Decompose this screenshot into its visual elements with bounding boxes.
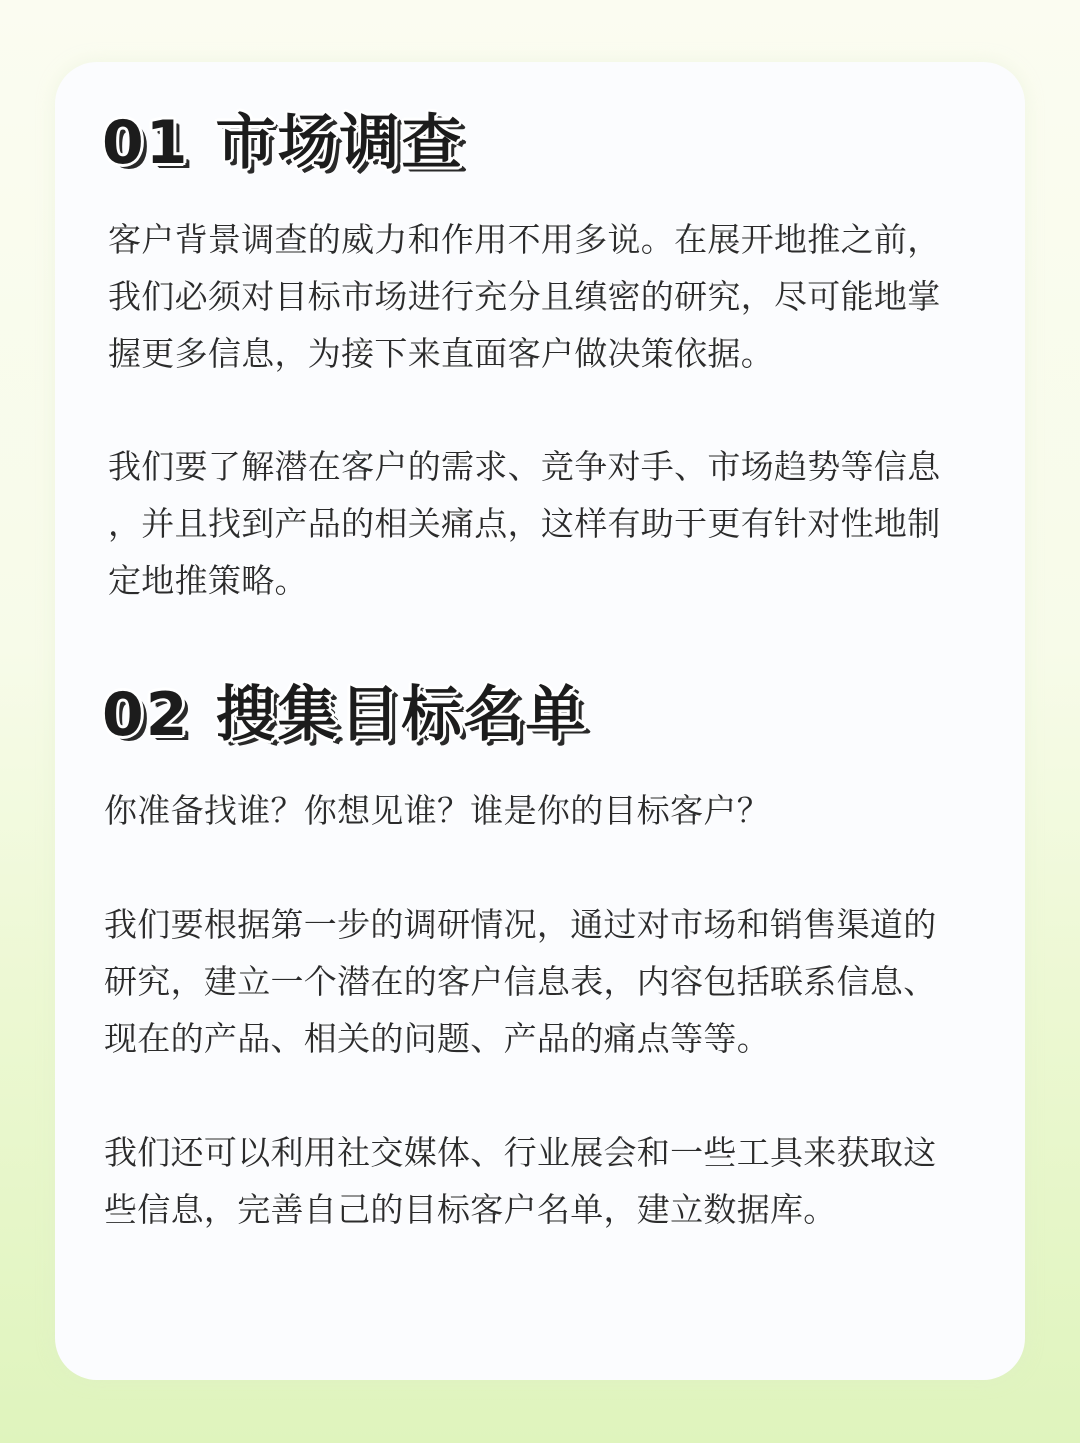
paragraph-line: 客户背景调查的威力和作用不用多说。在展开地推之前， (108, 220, 941, 259)
section-2-paragraph-1 (104, 782, 984, 839)
paragraph-line: 些信息，完善自己的目标客户名单，建立数据库。 (104, 1190, 837, 1229)
section-1-title: 市场调查 (215, 108, 464, 178)
section-2-number: 02 (102, 680, 190, 750)
paragraph-line: 现在的产品、相关的问题、产品的痛点等等。 (104, 1019, 770, 1058)
section-1-number: 01 (102, 108, 190, 178)
section-1-paragraph-1 (108, 211, 988, 382)
section-2-paragraph-3 (104, 1124, 984, 1238)
paragraph-line: 你准备找谁？你想见谁？谁是你的目标客户？ (104, 791, 770, 830)
section-1-paragraph-2 (108, 438, 988, 609)
paragraph-line: 我们必须对目标市场进行充分且缜密的研究，尽可能地掌 (108, 277, 941, 316)
section-2-paragraph-2 (104, 896, 984, 1067)
section-1-heading (102, 108, 464, 178)
paragraph-line: 研究，建立一个潜在的客户信息表，内容包括联系信息、 (104, 962, 937, 1001)
paragraph-line: 定地推策略。 (108, 561, 308, 600)
section-2-heading (102, 680, 588, 750)
paragraph-line: 我们要了解潜在客户的需求、竞争对手、市场趋势等信息 (108, 447, 941, 486)
paragraph-line: 握更多信息，为接下来直面客户做决策依据。 (108, 334, 774, 373)
paragraph-line: ，并且找到产品的相关痛点，这样有助于更有针对性地制 (108, 504, 941, 543)
paragraph-line: 我们还可以利用社交媒体、行业展会和一些工具来获取这 (104, 1133, 937, 1172)
paragraph-line: 我们要根据第一步的调研情况，通过对市场和销售渠道的 (104, 905, 937, 944)
section-2-title: 搜集目标名单 (215, 680, 588, 750)
